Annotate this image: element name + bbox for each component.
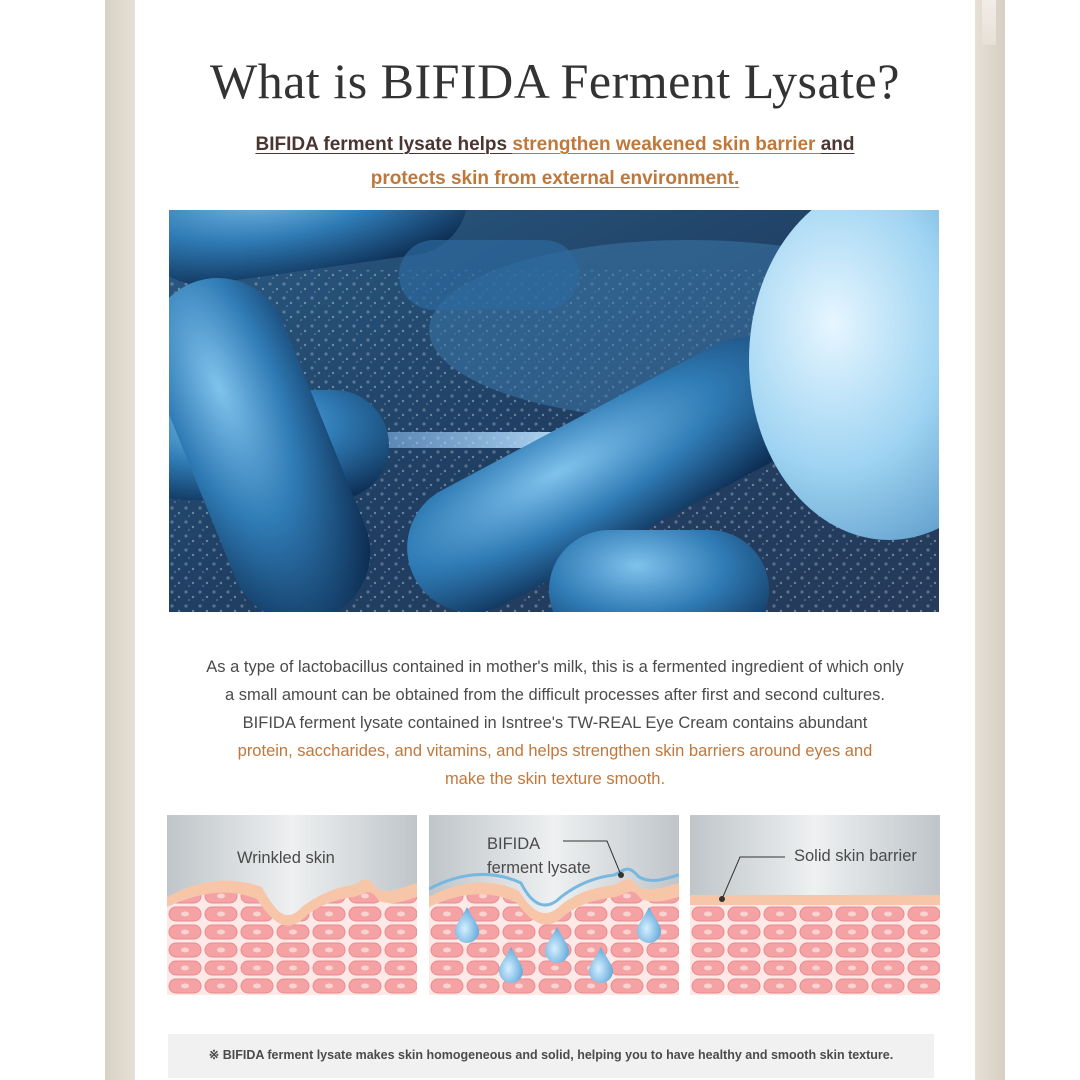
subtitle-accent-text: strengthen weakened skin barrier [512, 134, 821, 155]
description-line-4: protein, saccharides, and vitamins, and helps strengthen skin barriers around eyes and [237, 742, 873, 760]
description-line-3: BIFIDA ferment lysate contained in Isntree's TW-REAL Eye Cream contains abundant [242, 714, 868, 732]
subtitle-line-2 [135, 162, 975, 196]
bifida-label-line-2: ferment lysate [487, 859, 591, 877]
description-line-1: As a type of lactobacillus contained in mother's milk, this is a fermented ingredient of which only [206, 658, 904, 676]
subtitle [135, 128, 975, 196]
diagram-solid-barrier [690, 815, 940, 995]
subtitle-end-text: and [820, 134, 855, 155]
description-line-2: a small amount can be obtained from the difficult processes after first and second cultures. [224, 686, 886, 704]
product-detail-page [135, 0, 975, 1080]
ingredient-description [135, 653, 975, 793]
bifida-label-line-1: BIFIDA [487, 835, 541, 853]
diagram-bifida-ferment [429, 815, 679, 995]
description-line-5: make the skin texture smooth. [444, 770, 666, 788]
bacteria-hero-image [169, 210, 939, 612]
wrinkled-skin-label: Wrinkled skin [237, 849, 335, 867]
page-title: What is BIFIDA Ferment Lysate? [210, 53, 900, 109]
bacteria-illustration [169, 210, 939, 612]
solid-barrier-label: Solid skin barrier [794, 847, 917, 865]
subtitle-dark-text: BIFIDA ferment lysate helps [255, 134, 513, 155]
left-frame-border [105, 0, 135, 1080]
right-frame-border [975, 0, 1005, 1080]
diagram-wrinkled-skin [167, 815, 417, 995]
subtitle-line-1 [135, 128, 975, 162]
footnote-text: ※ BIFIDA ferment lysate makes skin homogeneous and solid, helping you to have healthy and smooth skin texture. [208, 1048, 894, 1062]
frame-highlight [982, 0, 996, 45]
footnote-bar [168, 1034, 934, 1078]
subtitle-accent-text-2: protects skin from external environment. [370, 168, 740, 189]
